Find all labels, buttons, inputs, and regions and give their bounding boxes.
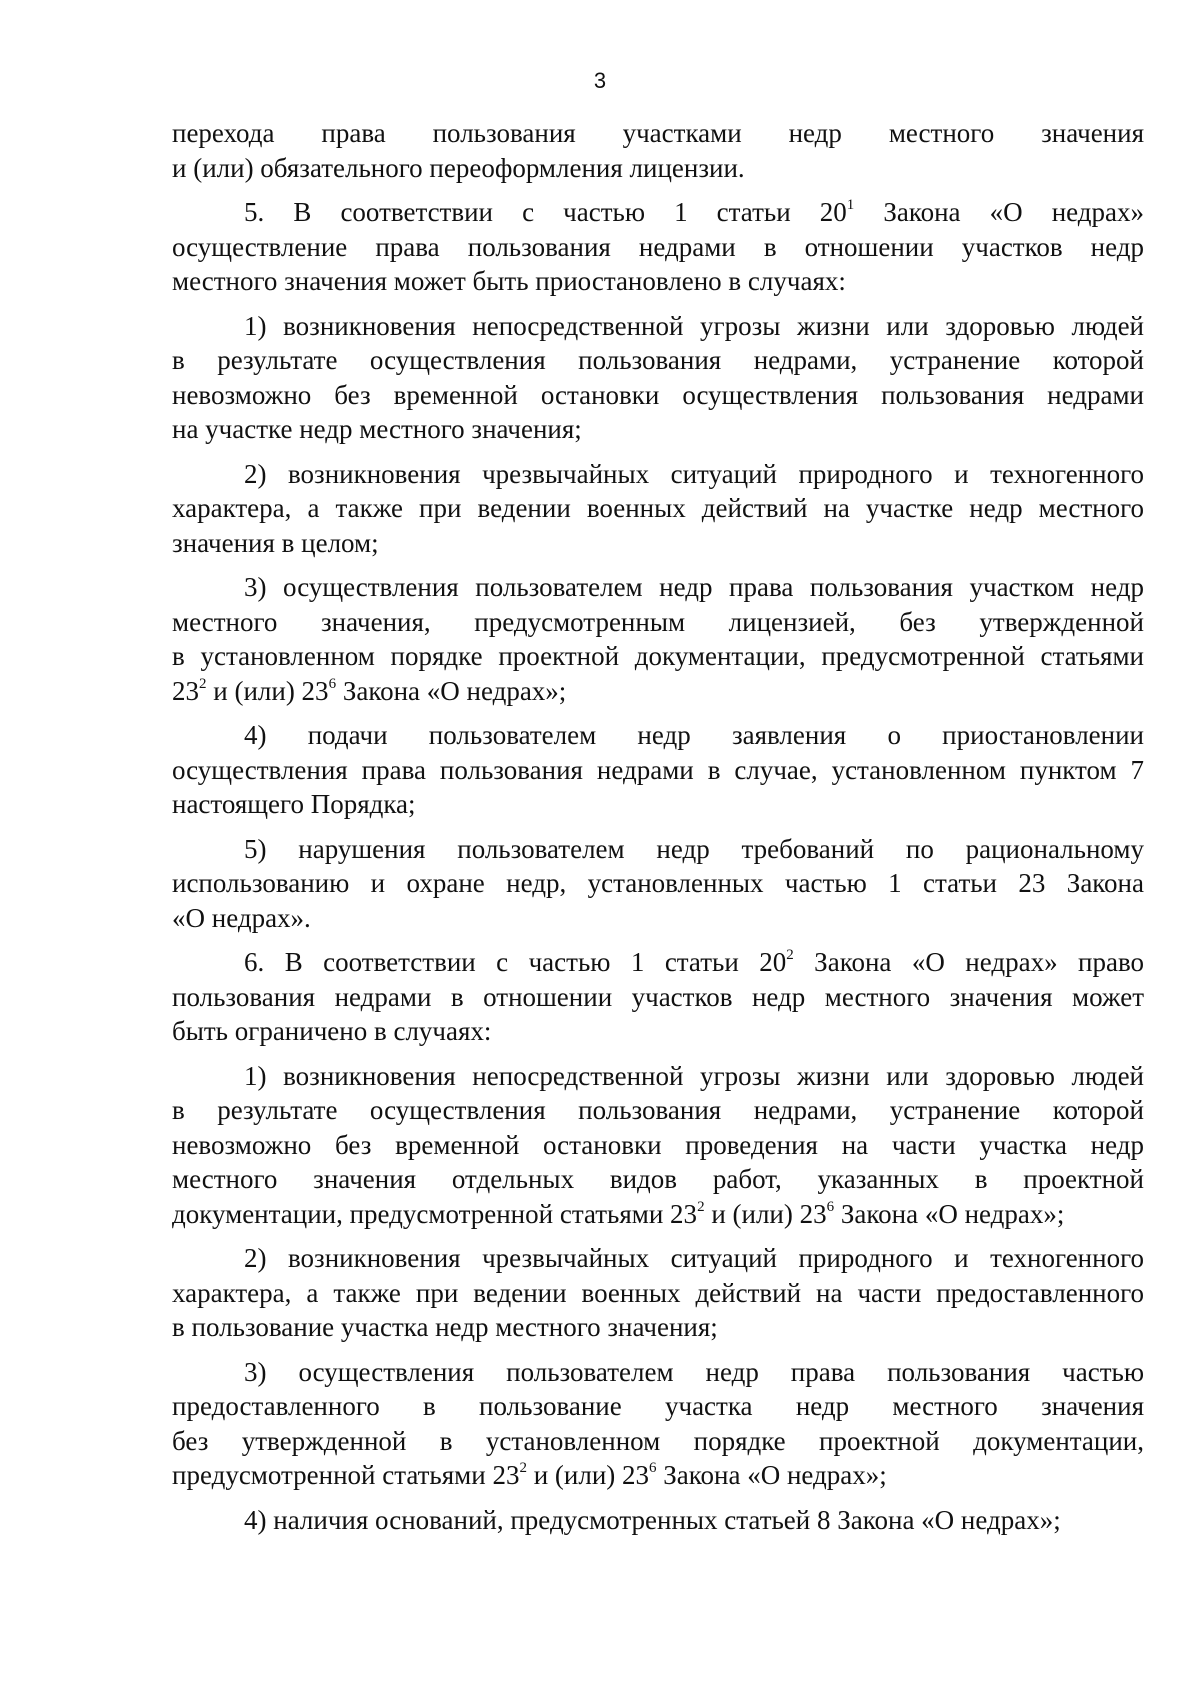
text-line: характера, а также при ведении военных действий на части предоставленного: [172, 1277, 1144, 1308]
text-line: 1) возникновения непосредственной угрозы жизни или здоровью людей: [244, 310, 1144, 341]
text-line: на участке недр местного значения;: [172, 414, 582, 444]
paragraph: [172, 1503, 1144, 1538]
text-line: 6. В соответствии с частью 1 статьи $20^2$ Закона «О недрах» право: [244, 947, 1145, 977]
text-line: в установленном порядке проектной документации, предусмотренной статьями: [172, 641, 1144, 671]
text-line: осуществление права пользования недрами в отношении участков недр: [172, 231, 1144, 262]
text-line: предусмотренной статьями $23^2$ и (или) $23^6$ Закона «О недрах»;: [172, 1460, 887, 1490]
paragraph: [172, 718, 1144, 822]
paragraph: [172, 945, 1144, 1049]
superscript: 2: [786, 947, 794, 963]
text-line: 4) наличия оснований, предусмотренных статьей 8 Закона «О недрах»;: [244, 1504, 1061, 1535]
paragraph: [172, 1355, 1144, 1493]
page-number: 3: [593, 68, 607, 93]
text-line: 5) нарушения пользователем недр требований по рациональному: [244, 833, 1144, 864]
text-line: $23^2$ и (или) $23^6$ Закона «О недрах»;: [172, 675, 567, 706]
text-line: 3) осуществления пользователем недр права пользования частью: [244, 1356, 1144, 1387]
text-line: без утвержденной в установленном порядке проектной документации,: [172, 1425, 1144, 1456]
paragraph: [172, 570, 1144, 708]
text-line: местного значения может быть приостановлено в случаях:: [172, 266, 846, 296]
text-line: 3) осуществления пользователем недр права пользования участком недр: [244, 572, 1144, 602]
text-line: в результате осуществления пользования недрами, устранение которой: [172, 345, 1144, 375]
document-body: [172, 116, 1144, 1547]
paragraph: [172, 195, 1144, 299]
superscript: 2: [519, 1460, 527, 1476]
text-line: 2) возникновения чрезвычайных ситуаций природного и техногенного: [244, 1243, 1144, 1273]
text-line: использованию и охране недр, установленных частью 1 статьи 23 Закона: [172, 868, 1144, 898]
text-line: перехода права пользования участками недр местного значения: [172, 118, 1144, 148]
text-line: местного значения отдельных видов работ, указанных в проектной: [172, 1164, 1144, 1194]
text-line: невозможно без временной остановки проведения на части участка недр: [172, 1129, 1144, 1160]
paragraph: [172, 116, 1144, 185]
paragraph: [172, 457, 1144, 561]
superscript: 6: [826, 1198, 835, 1215]
text-line: предоставленного в пользование участка недр местного значения: [172, 1391, 1144, 1421]
text-line: 4) подачи пользователем недр заявления о приостановлении: [244, 720, 1144, 750]
paragraph: [172, 1241, 1144, 1345]
paragraph: [172, 1059, 1144, 1232]
text-line: настоящего Порядка;: [172, 789, 416, 819]
text-line: в результате осуществления пользования недрами, устранение которой: [172, 1095, 1144, 1125]
text-line: характера, а также при ведении военных действий на участке недр местного: [172, 493, 1144, 523]
superscript: 6: [328, 675, 337, 692]
text-line: «О недрах».: [172, 902, 311, 933]
text-line: быть ограничено в случаях:: [172, 1016, 492, 1046]
superscript: 2: [697, 1198, 705, 1215]
paragraph: [172, 309, 1144, 447]
superscript: 6: [649, 1460, 657, 1476]
text-line: пользования недрами в отношении участков недр местного значения может: [172, 981, 1144, 1012]
paragraph: [172, 832, 1144, 936]
text-line: 1) возникновения непосредственной угрозы жизни или здоровью людей: [244, 1060, 1144, 1091]
text-line: значения в целом;: [172, 527, 379, 558]
superscript: 2: [199, 675, 207, 692]
text-line: документации, предусмотренной статьями $23^2$ и (или) $23^6$ Закона «О недрах»;: [172, 1198, 1065, 1229]
text-line: невозможно без временной остановки осуществления пользования недрами: [172, 379, 1144, 410]
text-line: и (или) обязательного переоформления лицензии.: [172, 152, 745, 183]
text-line: 5. В соответствии с частью 1 статьи $20^1$ Закона «О недрах»: [244, 197, 1144, 227]
superscript: 1: [846, 197, 855, 213]
text-line: местного значения, предусмотренным лицензией, без утвержденной: [172, 606, 1144, 637]
text-line: в пользование участка недр местного значения;: [172, 1312, 718, 1342]
text-line: 2) возникновения чрезвычайных ситуаций природного и техногенного: [244, 458, 1144, 489]
text-line: осуществления права пользования недрами в случае, установленном пунктом 7: [172, 754, 1144, 785]
